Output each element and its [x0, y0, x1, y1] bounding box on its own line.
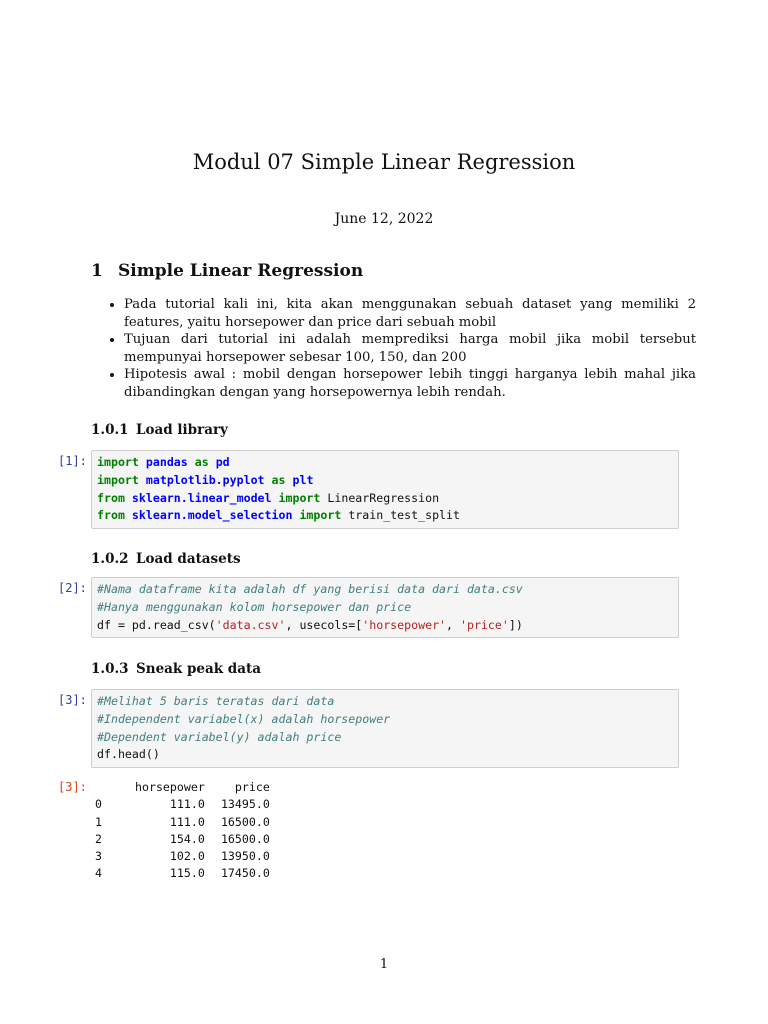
subsection-number: 1.0.2 [91, 551, 129, 567]
input-prompt: [1]: [58, 454, 87, 468]
dataframe-output [95, 779, 270, 883]
subsection-number: 1.0.3 [91, 661, 129, 677]
column-header: price [234, 780, 270, 794]
table-row [95, 865, 270, 882]
code-comment: #Hanya menggunakan kolom horsepower dan price [97, 599, 412, 614]
section-number: 1 [91, 261, 103, 281]
code-comment: #Independent variabel(x) adalah horsepower [97, 711, 391, 726]
subsection-title: Load library [136, 422, 228, 438]
code-line: import pandas as pd [97, 455, 230, 469]
table-cell: 16500.0 [220, 814, 270, 829]
code-cell[interactable] [91, 577, 679, 638]
bullet-item: • Hipotesis awal : mobil dengan horsepower lebih tinggi harganya lebih mahal jika dibandingkan dengan yang horsepowernya lebih rendah. [124, 366, 696, 401]
row-index: 2 [95, 831, 102, 846]
table-row [95, 831, 270, 848]
index-header [95, 779, 135, 796]
page-number: 1 [379, 957, 389, 972]
subsection-heading [91, 422, 228, 438]
row-index: 3 [95, 849, 102, 864]
table-cell: 111.0 [169, 814, 205, 829]
document-date: June 12, 2022 [334, 211, 434, 227]
row-index: 1 [95, 814, 102, 829]
table-cell: 13495.0 [220, 797, 270, 812]
row-index: 0 [95, 797, 102, 812]
code-line: from sklearn.model_selection import train_test_split [97, 508, 460, 523]
table-cell: 115.0 [169, 866, 205, 881]
code-cell[interactable] [91, 689, 679, 768]
table-cell: 154.0 [169, 831, 205, 846]
subsection-title: Load datasets [136, 551, 241, 567]
section-heading [91, 261, 363, 281]
code-comment: #Nama dataframe kita adalah df yang berisi data dari data.csv [97, 582, 523, 596]
table-row [95, 848, 270, 865]
code-cell[interactable] [91, 450, 679, 529]
column-header: horsepower [135, 780, 205, 794]
table-row [95, 796, 270, 813]
table-cell: 111.0 [169, 797, 205, 812]
bullet-item: • Tujuan dari tutorial ini adalah memprediksi harga mobil jika mobil tersebut mempunyai horsepower sebesar 100, 150, dan 200 [124, 331, 696, 366]
input-prompt: [3]: [58, 693, 87, 707]
code-comment: #Dependent variabel(y) adalah price [97, 729, 342, 744]
code-comment: #Melihat 5 baris teratas dari data [97, 694, 335, 708]
code-line: from sklearn.linear_model import LinearRegression [97, 490, 440, 505]
table-row [95, 814, 270, 831]
table-cell: 102.0 [169, 849, 205, 864]
row-index: 4 [95, 866, 102, 881]
subsection-heading [91, 661, 261, 677]
input-prompt: [2]: [58, 581, 87, 595]
bullet-list [106, 296, 696, 401]
code-line: df.head() [97, 747, 160, 762]
code-line: df = pd.read_csv('data.csv', usecols=['horsepower', 'price']) [97, 617, 523, 632]
subsection-title: Sneak peak data [136, 661, 261, 677]
table-header-row [95, 779, 270, 796]
output-prompt: [3]: [58, 780, 87, 794]
document-title: Modul 07 Simple Linear Regression [192, 150, 576, 174]
table-cell: 17450.0 [220, 866, 270, 881]
subsection-number: 1.0.1 [91, 422, 129, 438]
table-cell: 16500.0 [220, 831, 270, 846]
subsection-heading [91, 551, 241, 567]
bullet-item: • Pada tutorial kali ini, kita akan menggunakan sebuah dataset yang memiliki 2 features, yaitu horsepower dan price dari sebuah mobil [124, 296, 696, 331]
section-title: Simple Linear Regression [118, 261, 364, 281]
code-line: import matplotlib.pyplot as plt [97, 472, 314, 487]
table-cell: 13950.0 [220, 849, 270, 864]
